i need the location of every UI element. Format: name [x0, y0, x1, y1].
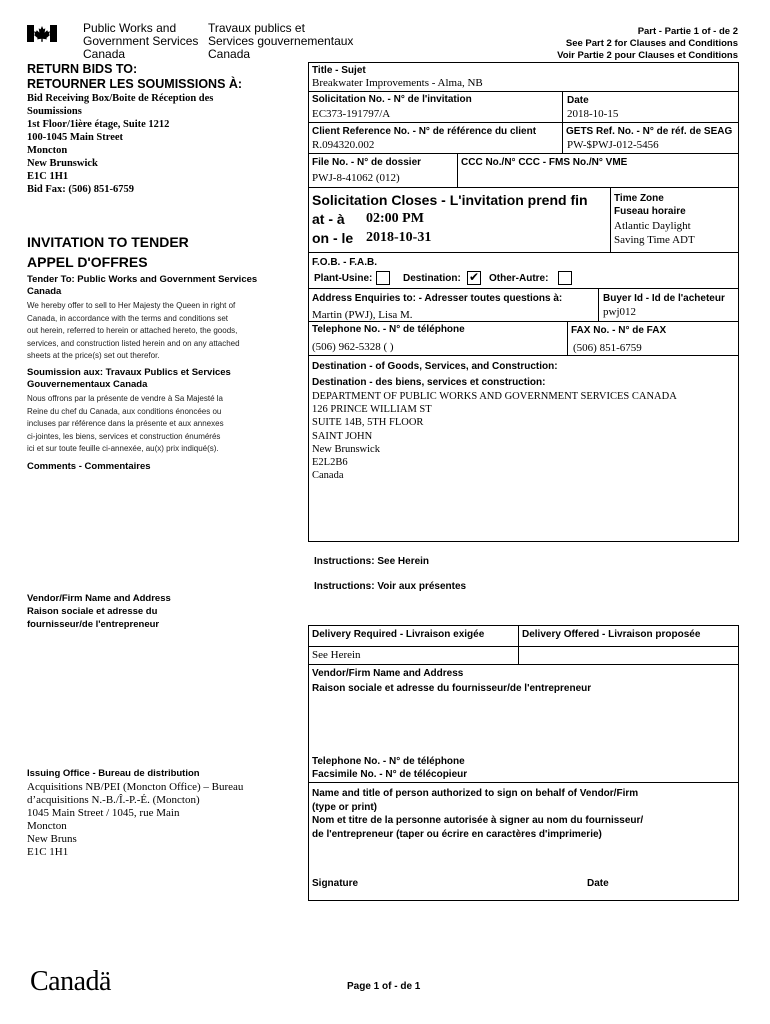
delivery-required-label: Delivery Required - Livraison exigée — [312, 629, 485, 640]
department-name-en: Public Works and Government Services Canada — [83, 21, 199, 61]
fax-value: (506) 851-6759 — [573, 342, 642, 354]
file-value: PWJ-8-41062 (012) — [312, 172, 400, 184]
form-rule — [457, 153, 458, 187]
timezone-value: Atlantic Daylight Saving Time ADT — [614, 220, 695, 246]
date-value: 2018-10-15 — [567, 108, 619, 120]
buyer-label: Buyer Id - Id de l'acheteur — [603, 293, 725, 304]
form-rule — [308, 153, 739, 154]
issuing-office-label: Issuing Office - Bureau de distribution — [27, 768, 200, 779]
form-rule — [308, 355, 739, 356]
form-rule — [598, 288, 599, 321]
solicitation-label: Solicitation No. - N° de l'invitation — [312, 94, 472, 105]
closes-on-label: on - le — [312, 230, 354, 246]
file-label: File No. - N° de dossier — [312, 157, 422, 168]
client-ref-label: Client Reference No. - N° de référence du client — [312, 126, 537, 137]
return-bids-heading: RETURN BIDS TO: RETOURNER LES SOUMISSIONS À: — [27, 62, 243, 91]
form-rule — [610, 187, 611, 252]
form-rule — [308, 288, 739, 289]
department-name-fr: Travaux publics et Services gouvernementaux Canada — [208, 21, 354, 61]
issuing-office-address: Acquisitions NB/PEI (Moncton Office) – Bureau d’acquisitions N.-B./Î.-P.-É. (Moncton) 1045 Main Street / 1045, rue Main Moncton New Bruns E1C 1H1 — [27, 781, 244, 858]
delivery-rule — [518, 625, 519, 664]
canada-wordmark: Canadä — [30, 966, 111, 997]
gets-value: PW-$PWJ-012-5456 — [567, 139, 659, 151]
part-info: Part - Partie 1 of - de 2 See Part 2 for Clauses and Conditions Voir Partie 2 pour Clauses et Conditions — [557, 26, 738, 61]
other-label: Other-Autre: — [489, 273, 549, 284]
maple-leaf-icon — [27, 25, 57, 42]
enquiries-value: Martin (PWJ), Lisa M. — [312, 309, 413, 321]
delivery-rule — [308, 646, 739, 647]
tender-text: We hereby offer to sell to Her Majesty the Queen in right of Canada, in accordance with the terms and conditions set out herein, referred to herein or attached hereto, the goods, services, and construction listed herein and on any attached sheets at the price(s) set out therefor. — [27, 301, 240, 360]
checkmark-icon: ✔ — [469, 270, 480, 284]
phone-label: Telephone No. - N° de téléphone — [312, 324, 465, 335]
other-checkbox[interactable] — [558, 271, 572, 285]
canada-flag-logo — [27, 25, 57, 42]
destination-checkbox[interactable] — [467, 271, 481, 285]
closes-date: 2018-10-31 — [366, 230, 432, 245]
soumission-to-label: Soumission aux: Travaux Publics et Services Gouvernementaux Canada — [27, 367, 231, 390]
ccc-label: CCC No./N° CCC - FMS No./N° VME — [461, 157, 628, 168]
vendor-name-field[interactable] — [310, 698, 737, 748]
authorized-person-label: Name and title of person authorized to sign on behalf of Vendor/Firm (type or print) Nom et titre de la personne autorisée à signer au nom du fournisseur/ de l'entrepreneur (taper ou écrire en caractères d'imprimerie) — [312, 788, 644, 840]
destination-goods-address: DEPARTMENT OF PUBLIC WORKS AND GOVERNMENT SERVICES CANADA 126 PRINCE WILLIAM ST SUITE 14B, 5TH FLOOR SAINT JOHN New Brunswick E2L2B6 Canada — [312, 391, 677, 482]
comments-label: Comments - Commentaires — [27, 461, 151, 472]
delivery-required-value: See Herein — [312, 649, 361, 661]
plant-label: Plant-Usine: — [314, 273, 373, 284]
delivery-rule — [308, 664, 739, 665]
page-number: Page 1 of - de 1 — [347, 981, 421, 992]
title-label: Title - Sujet — [312, 65, 366, 76]
phone-value: (506) 962-5328 ( ) — [312, 341, 394, 353]
tender-to-label: Tender To: Public Works and Government Services Canada — [27, 274, 258, 297]
delivery-offered-label: Delivery Offered - Livraison proposée — [522, 629, 701, 640]
instructions-fr: Instructions: Voir aux présentes — [314, 581, 467, 592]
signature-date-label: Date — [587, 878, 609, 889]
soumission-text: Nous offrons par la présente de vendre à Sa Majesté la Reine du chef du Canada, aux conditions énoncées ou incluses par référence dans la présente et aux annexes ci-jointes, les biens, services et construction énumérés ici et sur toute feuille ci-annexée, au(x) prix indiqué(s). — [27, 394, 224, 453]
fax-label: FAX No. - N° de FAX — [571, 325, 667, 336]
closes-at-label: at - à — [312, 211, 345, 227]
title-value: Breakwater Improvements - Alma, NB — [312, 77, 483, 89]
date-label: Date — [567, 95, 589, 106]
vendor-left-label: Vendor/Firm Name and Address Raison sociale et adresse du fournisseur/de l'entrepreneur — [27, 593, 171, 630]
delivery-rule — [308, 782, 739, 783]
client-ref-value: R.094320.002 — [312, 139, 375, 151]
tel-fax-label: Telephone No. - N° de téléphone Facsimile No. - N° de télécopieur — [312, 756, 468, 780]
invitation-heading: INVITATION TO TENDER APPEL D'OFFRES — [27, 234, 189, 270]
buyer-value: pwj012 — [603, 306, 636, 318]
instructions-en: Instructions: See Herein — [314, 556, 430, 567]
enquiries-label: Address Enquiries to: - Adresser toutes questions à: — [312, 293, 563, 304]
closes-heading: Solicitation Closes - L'invitation prend fin — [312, 192, 588, 208]
form-rule — [308, 252, 739, 253]
form-rule — [308, 321, 739, 322]
form-rule — [562, 91, 563, 153]
closes-time: 02:00 PM — [366, 211, 424, 226]
form-rule — [567, 321, 568, 355]
fob-label: F.O.B. - F.A.B. — [312, 257, 377, 268]
destination-goods-label: Destination - of Goods, Services, and Construction: Destination - des biens, services et construction: — [312, 361, 558, 388]
return-bids-address: Bid Receiving Box/Boite de Réception des Soumissions 1st Floor/1ière étage, Suite 1212 100-1045 Main Street Moncton New Brunswick E1C 1H1 Bid Fax: (506) 851-6759 — [27, 93, 214, 195]
vendor-right-label: Vendor/Firm Name and Address Raison sociale et adresse du fournisseur/de l'entrepreneur — [312, 668, 592, 694]
form-rule — [308, 91, 739, 92]
timezone-label: Time Zone Fuseau horaire — [614, 193, 686, 217]
form-rule — [308, 187, 739, 188]
solicitation-value: EC373-191797/A — [312, 108, 391, 120]
signature-label: Signature — [312, 878, 359, 889]
form-rule — [308, 122, 739, 123]
destination-label: Destination: — [403, 273, 461, 284]
gets-label: GETS Ref. No. - N° de réf. de SEAG — [566, 126, 733, 137]
plant-checkbox[interactable] — [376, 271, 390, 285]
